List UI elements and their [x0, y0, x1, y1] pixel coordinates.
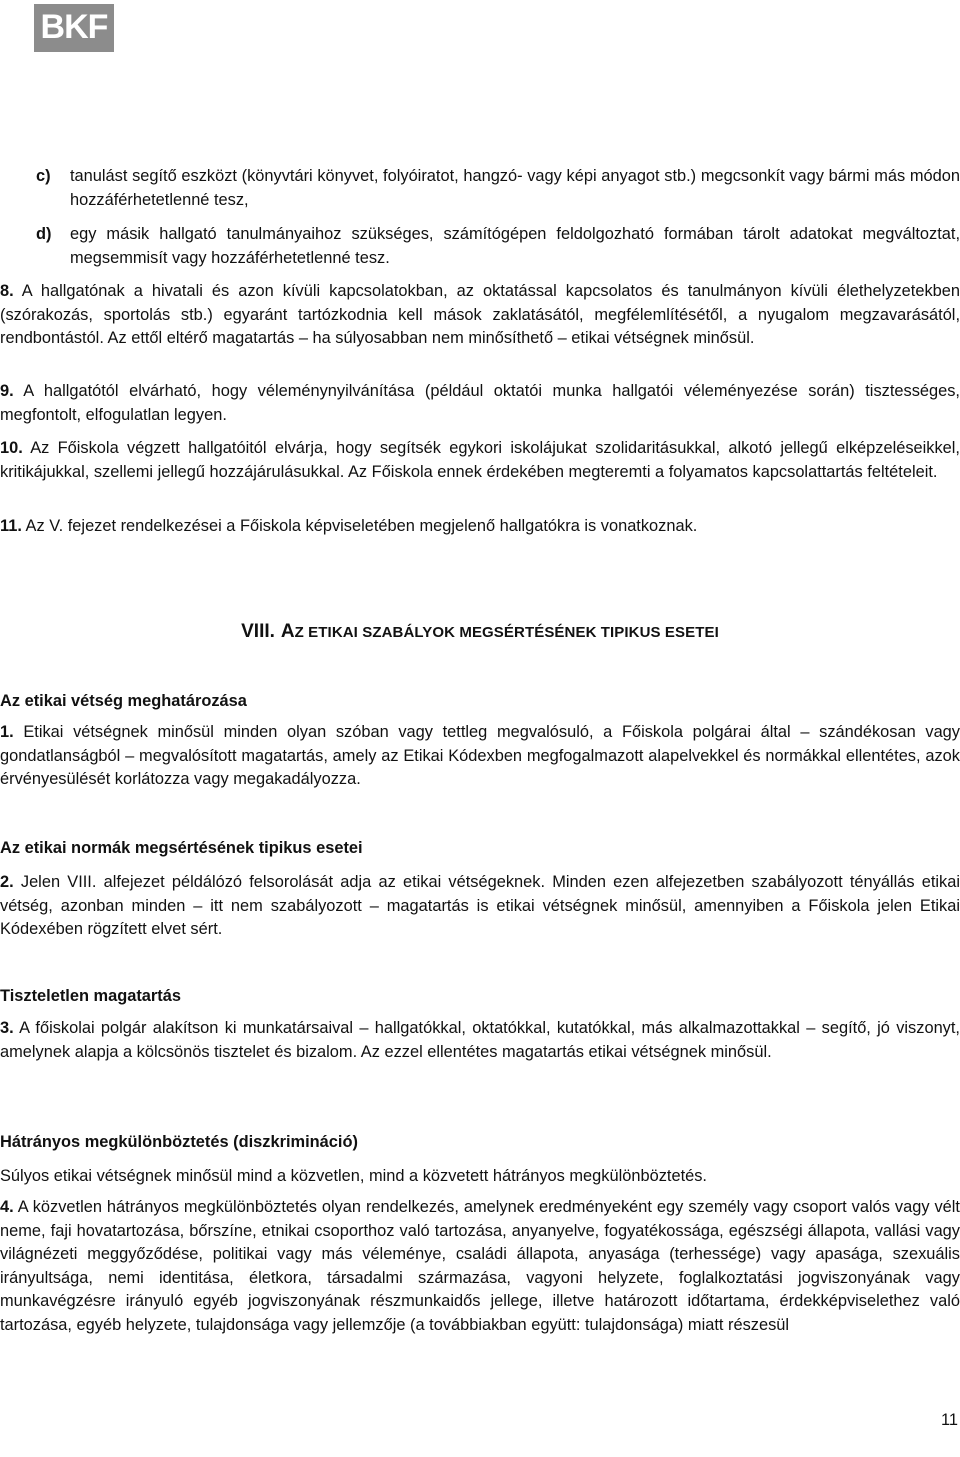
paragraph-2	[0, 871, 960, 942]
list-item-c	[36, 165, 960, 212]
logo-text: BKF	[40, 8, 108, 47]
paragraph-1	[0, 721, 960, 792]
paragraph-text: Etikai vétségnek minősül minden olyan szóban vagy tettleg megvalósuló, a Főiskola polgárai által – szándékosan vagy gondatlanságból – megvalósított magatartás, amely az Etikai Kódexben megfogalmazott alapelvekkel és normákkal ellentétes, azok érvényesülését korlátozza vagy megakadályozza.	[0, 723, 960, 788]
list-item-label: c)	[36, 167, 51, 185]
chapter-title-initial: A	[280, 621, 295, 642]
paragraph-10	[0, 437, 960, 484]
paragraph-4	[0, 1196, 960, 1337]
paragraph-text: A főiskolai polgár alakítson ki munkatársaival – hallgatókkal, oktatókkal, kutatókkal, más alkalmazottakkal – segítő, jó viszonyt, amelynek alapja a kölcsönös tisztelet és bizalom. Az ezzel ellentétes magatartás etikai vétségnek minősül.	[0, 1019, 960, 1061]
paragraph-3	[0, 1017, 960, 1064]
paragraph-text: Az V. fejezet rendelkezései a Főiskola képviseletében megjelenő hallgatókra is vonatkoznak.	[21, 517, 698, 535]
list-item-d	[36, 223, 960, 270]
paragraph-11	[0, 515, 960, 539]
paragraph-text: A közvetlen hátrányos megkülönböztetés olyan rendelkezés, amelynek eredményeként egy személy vagy csoport valós vagy vélt neme, faji hovatartozása, bőrszíne, etnikai csoporthoz való tartozása, anyanyelve, fogyatékossága, egészségi állapota, vallási vagy világnézeti meggyőződése, politikai vagy más véleménye, családi állapota, anyasága (terhessége) vagy apasága, szexuális irányultsága, nemi identitása, életkora, társadalmi származása, vagyoni helyzete, foglalkoztatási jogviszonyának vagy munkavégzésre irányuló egyéb jogviszonyának részmunkaidős jellege, illetve határozott időtartama, érdekképviselethez való tartozása, egyéb helyzete, tulajdonsága vagy jellemzője (a továbbiakban együtt: tulajdonsága) miatt részesül	[0, 1198, 960, 1334]
paragraph-number: 9.	[0, 382, 14, 400]
list-item-text: tanulást segítő eszközt (könyvtári könyvet, folyóiratot, hangzó- vagy képi anyagot stb.) megcsonkít vagy bármi más módon hozzáférhetetlenné tesz,	[70, 167, 960, 209]
section-heading: Az etikai vétség meghatározása	[0, 692, 247, 710]
paragraph-number: 8.	[0, 282, 14, 300]
section-heading: Hátrányos megkülönböztetés (diszkrimináció)	[0, 1133, 358, 1151]
chapter-title	[0, 620, 960, 645]
page-number: 11	[940, 1411, 958, 1429]
paragraph-number: 4.	[0, 1198, 14, 1216]
logo	[34, 4, 114, 52]
section-intro: Súlyos etikai vétségnek minősül mind a közvetlen, mind a közvetett hátrányos megkülönböztetés.	[0, 1167, 707, 1185]
paragraph-text: A hallgatónak a hivatali és azon kívüli kapcsolatokban, az oktatással kapcsolatos és tanulmányon kívüli élethelyzetekben (szórakozás, sportolás stb.) egyaránt tartózkodnia kell mások zaklatásától, megfélemlítésétől, a nyugalom megzavarásától, rendbontástól. Az ettől eltérő magatartás – ha súlyosabban nem minősíthető – etikai vétségnek minősül.	[0, 282, 960, 347]
paragraph-number: 2.	[0, 873, 14, 891]
paragraph-number: 11.	[0, 517, 22, 535]
section-heading: Az etikai normák megsértésének tipikus esetei	[0, 839, 363, 857]
section-heading: Tiszteletlen magatartás	[0, 987, 181, 1005]
paragraph-9	[0, 380, 960, 427]
paragraph-number: 3.	[0, 1019, 14, 1037]
chapter-title-rest: Z ETIKAI SZABÁLYOK MEGSÉRTÉSÉNEK TIPIKUS ESETEI	[294, 624, 719, 641]
list-item-label: d)	[36, 225, 52, 243]
paragraph-number: 10.	[0, 439, 23, 457]
paragraph-text: Az Főiskola végzett hallgatóitól elvárja, hogy segítsék egykori iskolájukat szolidaritásukkal, alkotó jellegű elképzeléseikkel, kritikájukkal, szellemi jellegű hozzájárulásukkal. Az Főiskola ennek érdekében megteremti a folyamatos kapcsolattartás feltételeit.	[0, 439, 960, 481]
list-item-text: egy másik hallgató tanulmányaihoz szükséges, számítógépen feldolgozható formában tárolt adatokat megváltoztat, megsemmisít vagy hozzáférhetetlenné tesz.	[70, 225, 960, 267]
paragraph-number: 1.	[0, 723, 14, 741]
paragraph-8	[0, 280, 960, 351]
paragraph-text: Jelen VIII. alfejezet példálózó felsorolását adja az etikai vétségeknek. Minden ezen alfejezetben szabályozott tényállás etikai vétség, azonban minden – itt nem szabályozott – magatartás is etikai vétségnek minősül, amennyiben a Főiskola jelen Etikai Kódexében rögzített elvet sért.	[0, 873, 960, 938]
paragraph-text: A hallgatótól elvárható, hogy véleménynyilvánítása (például oktatói munka hallgatói véleményezése során) tisztességes, megfontolt, elfogulatlan legyen.	[0, 382, 960, 424]
chapter-number: VIII.	[241, 621, 275, 642]
